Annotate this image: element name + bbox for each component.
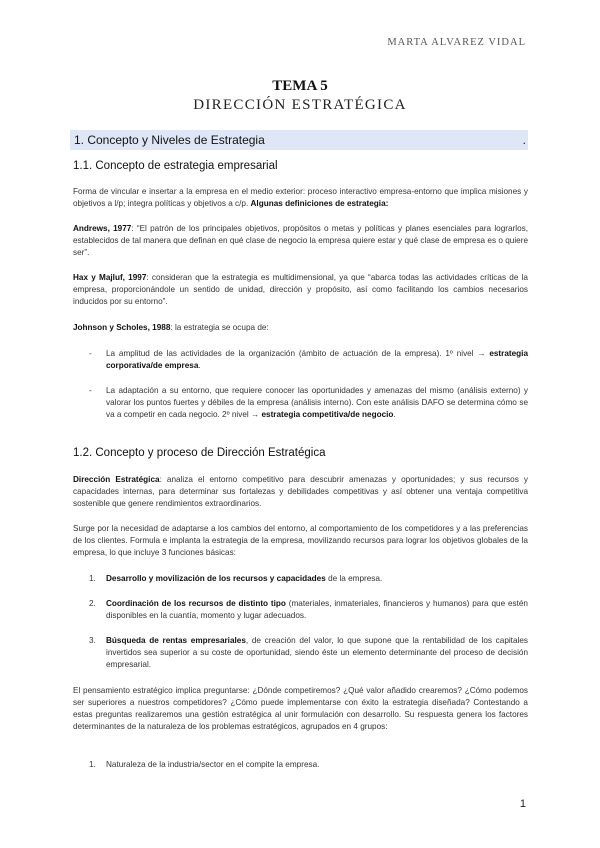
- list-marker: 3.: [89, 636, 96, 645]
- list-item-body: [106, 385, 528, 421]
- andrews-text: : “El patrón de los principales objetivos, propósitos o metas y políticas y planes esenciales para lograrlos, establecidos de tal manera que definan en qué clase de negocio la empresa quiere estar y qué clase de empresa es o quiere ser”.: [73, 224, 528, 257]
- list-item-body: [106, 598, 528, 622]
- document-subtitle: DIRECCIÓN ESTRATÉGICA: [193, 97, 407, 113]
- section-1-heading-trailing: .: [522, 133, 526, 147]
- list-item: [73, 348, 528, 372]
- list-marker: 1.: [89, 574, 96, 583]
- definition-term: Dirección Estratégica: [73, 475, 160, 484]
- list-item-text: (materiales, inmateriales, financieros y humanos) para que estén disponibles en la cuantía, momento y lugar adecuados.: [106, 599, 528, 620]
- list-item-text: Naturaleza de la industria/sector en el compite la empresa.: [106, 760, 320, 769]
- list-marker: 2.: [89, 599, 96, 608]
- andrews-author: Andrews, 1977: [73, 224, 132, 233]
- list-item-text: de la empresa.: [325, 574, 383, 583]
- johnson-paragraph: [73, 322, 528, 334]
- section-1-heading: [70, 130, 528, 150]
- list-item-tail: .: [393, 410, 396, 419]
- list-marker: 1.: [89, 760, 96, 769]
- list-item-body: [106, 573, 528, 585]
- document-title: TEMA 5: [272, 78, 328, 94]
- list-item-bold: estrategia corporativa/de empresa: [106, 349, 528, 370]
- list-item-bold: Búsqueda de rentas empresariales: [106, 636, 246, 645]
- list-item: [73, 598, 528, 622]
- definition-text: : analiza el entorno competitivo para descubrir amenazas y oportunidades; y sus recursos y capacidades internas, para determinar sus fortalezas y debilidades competitivas y así obtener una ventaja competitiva sostenible que genere rendimientos extraordinarios.: [73, 475, 528, 508]
- strategic-thinking-paragraph: El pensamiento estratégico implica preguntarse: ¿Dónde competiremos? ¿Qué valor añadido crearemos? ¿Cómo podemos ser superiores a nuestros competidores? ¿Cómo puede implementarse con éxito la estrategia diseñada? Contestando a estas preguntas realizaremos una gestión estratégica al unir formulación con desarrollo. Su respuesta genera los factores determinantes de la naturaleza de los problemas estratégicos, agrupados en 4 grupos:: [73, 686, 528, 731]
- list-item: [73, 385, 528, 421]
- hax-text: : consideran que la estrategia es multidimensional, ya que “abarca todas las actividades críticas de la empresa, proporcionándole un sentido de unidad, dirección y propósito, así como facilitando los cambios necesarios inducidos por su entorno”.: [73, 273, 528, 306]
- page-number: 1: [519, 798, 526, 810]
- list-item-bold: Desarrollo y movilización de los recursos y capacidades: [106, 574, 326, 583]
- list-marker: -: [89, 349, 92, 358]
- johnson-text: : la estrategia se ocupa de:: [170, 323, 269, 332]
- definition-paragraph: [73, 474, 528, 510]
- andrews-paragraph: [73, 223, 528, 259]
- list-item: [73, 573, 528, 585]
- list-item-body: [106, 635, 528, 671]
- origin-paragraph: Surge por la necesidad de adaptarse a los cambios del entorno, al comportamiento de los competidores y a las preferencias de los clientes. Formula e implanta la estrategia de la empresa, movilizando recursos para lograr los objetivos globales de la empresa, lo que incluye 3 funciones básicas:: [73, 524, 528, 557]
- list-item: [73, 759, 528, 771]
- list-item-text: , de creación del valor, lo que supone que la rentabilidad de los capitales invertidos sea superior a su coste de oportunidad, siendo éste un elemento determinante del proceso de decisión empresarial.: [106, 636, 528, 669]
- intro-bold: Algunas definiciones de estrategia:: [250, 199, 389, 208]
- list-item: [73, 635, 528, 671]
- section-1-heading-text: 1. Concepto y Niveles de Estrategia: [74, 133, 265, 147]
- intro-paragraph: [73, 186, 528, 210]
- intro-text: Forma de vincular e insertar a la empresa en el medio exterior: proceso interactivo empresa-entorno que implica misiones y objetivos a l/p; integra políticas y objetivos a c/p.: [73, 187, 528, 208]
- list-item-tail: .: [198, 361, 201, 370]
- list-item-text: La adaptación a su entorno, que requiere conocer las oportunidades y amenazas del mismo (análisis externo) y valorar los puntos fuertes y débiles de la empresa (análisis interno). Con este análisis DAFO se determina cómo se va a competir en cada negocio. 2º nivel →: [106, 386, 528, 419]
- hax-paragraph: [73, 272, 528, 308]
- list-item-bold: estrategia competitiva/de negocio: [261, 410, 394, 419]
- list-item-text: La amplitud de las actividades de la organización (ámbito de actuación de la empresa). 1º nivel →: [106, 349, 490, 358]
- list-marker: -: [89, 386, 92, 395]
- list-item-bold: Coordinación de los recursos de distinto tipo: [106, 599, 286, 608]
- hax-author: Hax y Majluf, 1997: [73, 273, 147, 282]
- subsection-1-1-heading: 1.1. Concepto de estrategia empresarial: [73, 160, 278, 172]
- subsection-1-2-heading: 1.2. Concepto y proceso de Dirección Estratégica: [73, 447, 326, 459]
- list-item-body: [106, 348, 528, 372]
- header-author: MARTA ALVAREZ VIDAL: [387, 37, 526, 48]
- johnson-author: Johnson y Scholes, 1988: [73, 323, 171, 332]
